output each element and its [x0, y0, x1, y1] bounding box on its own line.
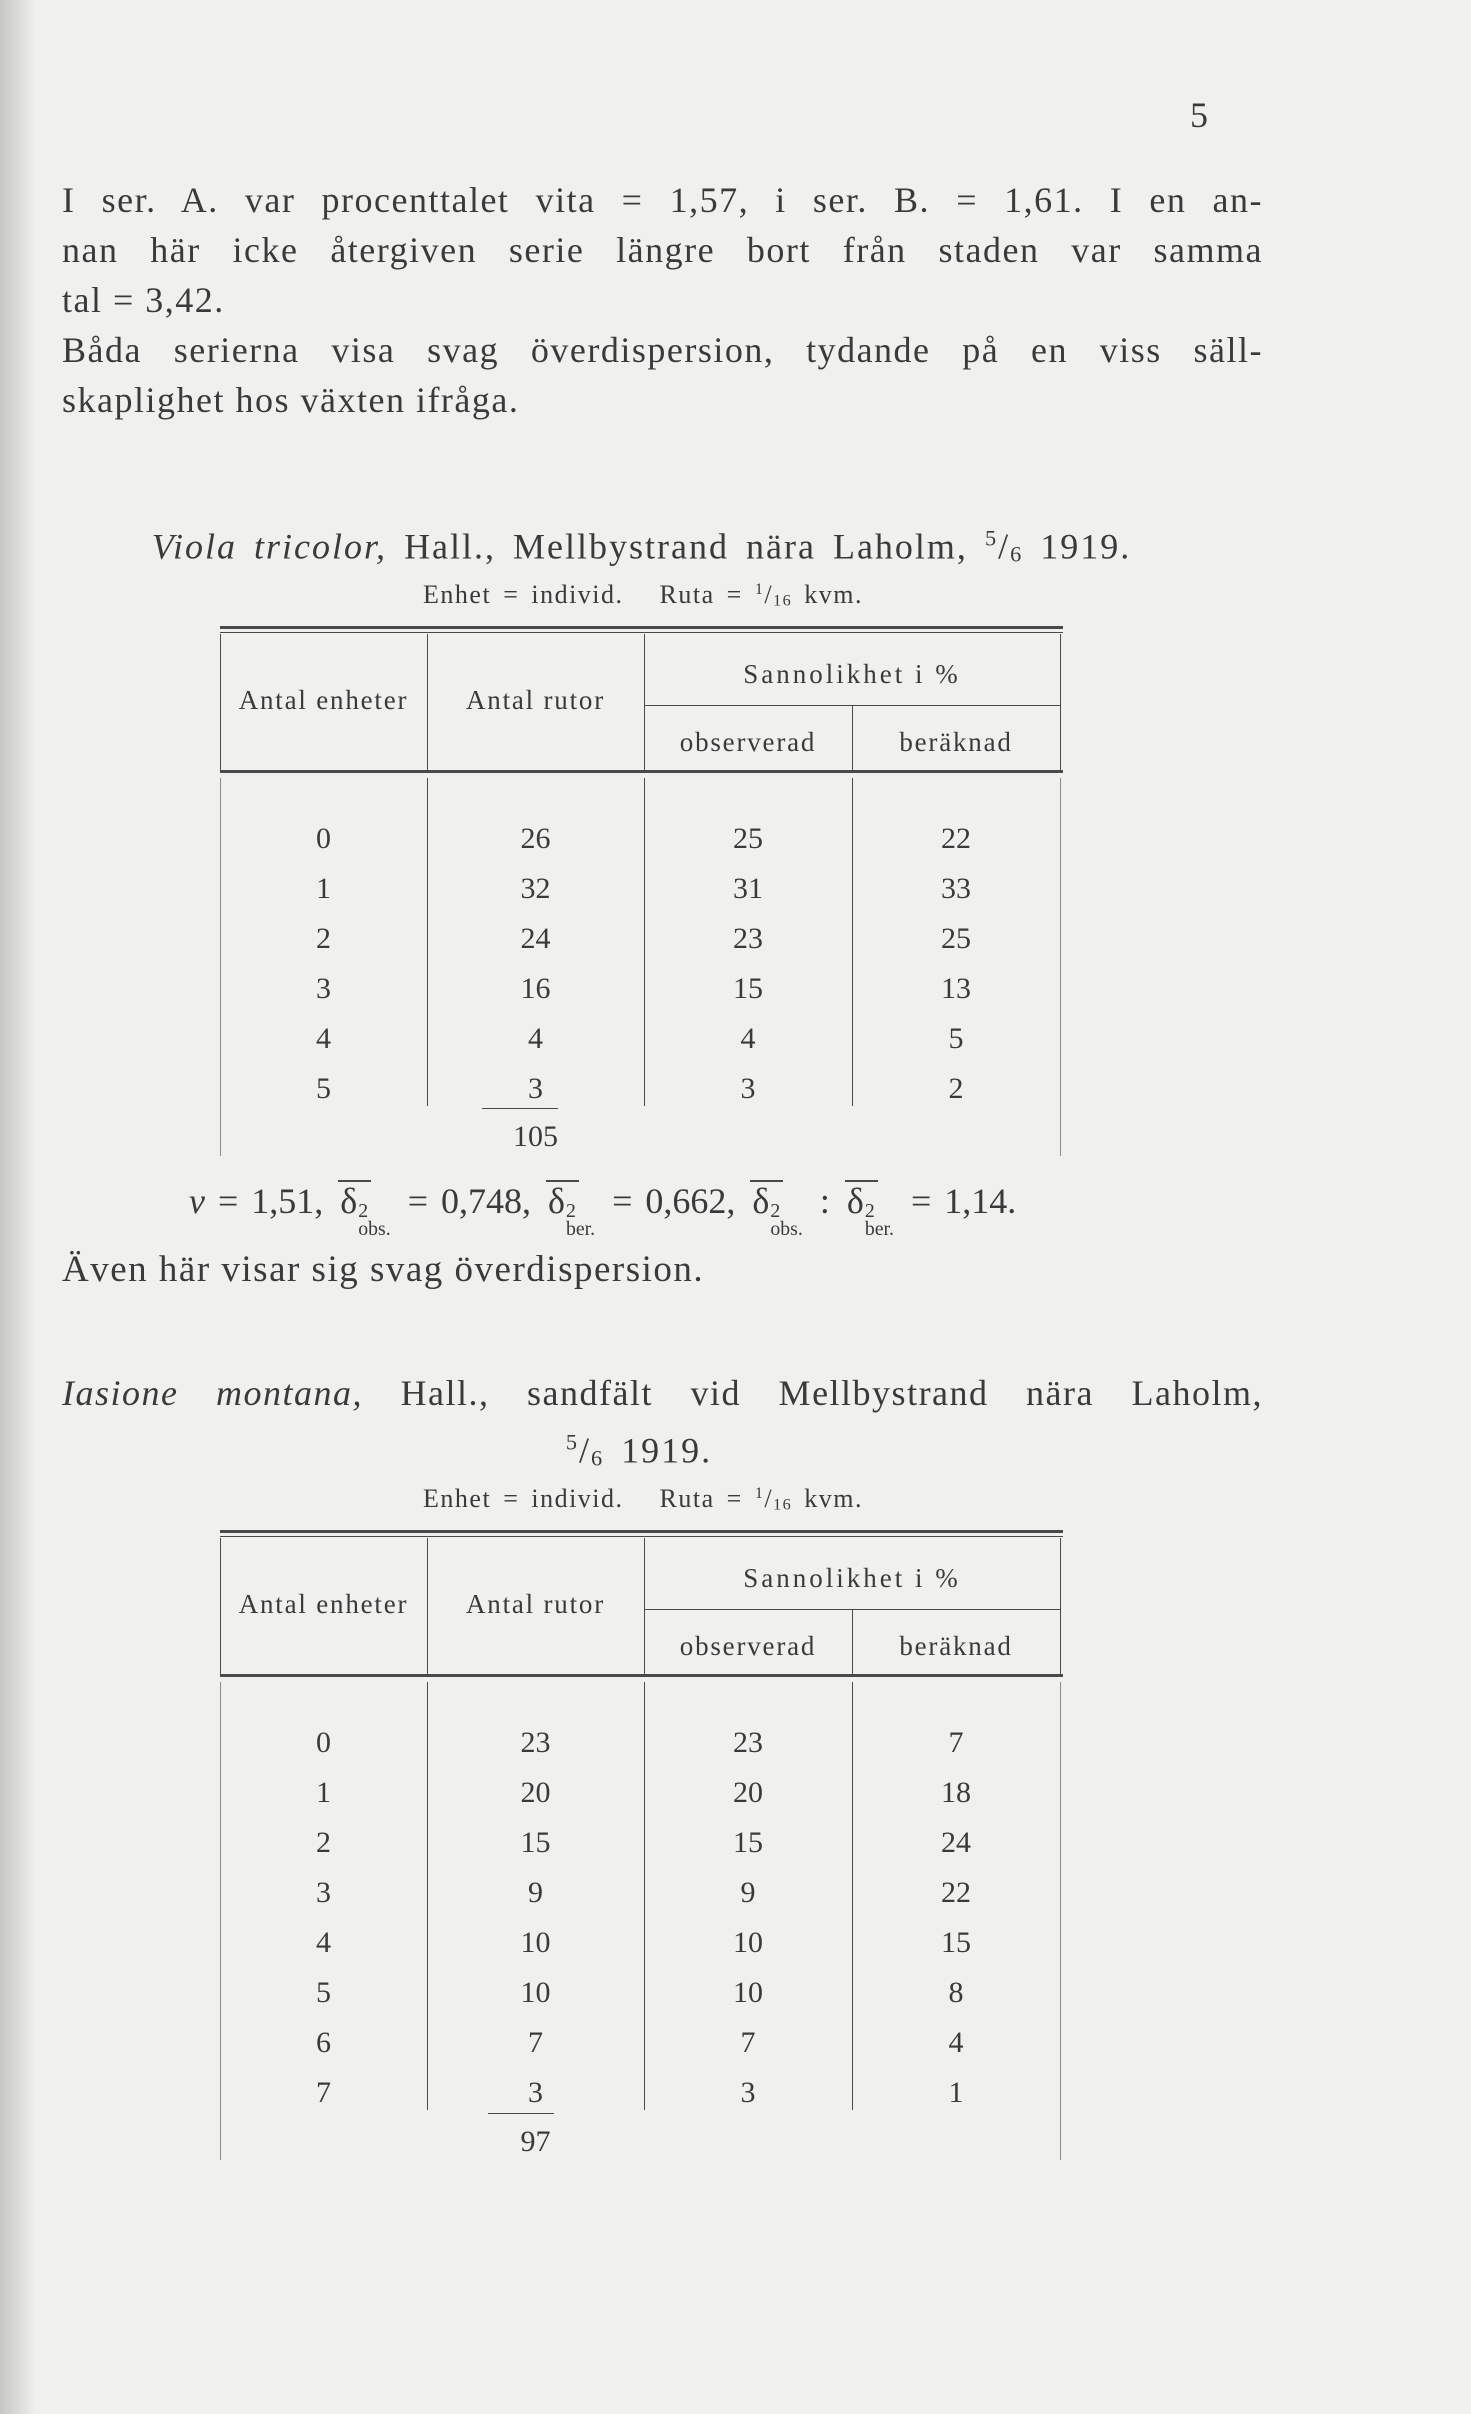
cell-antal-enheter: 3	[316, 1876, 331, 1909]
cell-observerad: 15	[733, 1826, 763, 1859]
table-row	[220, 1868, 1060, 1918]
table-row	[220, 1918, 1060, 1968]
cell-beraknad: 24	[941, 1826, 971, 1859]
header-sannolikhet: Sannolikhet i %	[743, 659, 961, 689]
cell-antal-rutor: 9	[528, 1876, 543, 1909]
table-top-rule-thin	[220, 1536, 1063, 1537]
cell-beraknad: 22	[941, 822, 971, 855]
cell-antal-enheter: 0	[316, 1726, 331, 1759]
cell-observerad: 3	[740, 1072, 756, 1105]
locality: Hall., Mellbystrand nära Laholm,	[404, 526, 968, 567]
cell-observerad: 20	[733, 1776, 763, 1809]
cell-observerad: 7	[740, 2026, 756, 2059]
nu-value: = 1,51,	[217, 1181, 324, 1221]
cell-observerad: 15	[733, 972, 763, 1005]
header-antal-enheter: Antal enheter	[238, 685, 409, 715]
cell-sum: 105	[513, 1120, 558, 1153]
table-rule	[644, 1609, 1060, 1610]
cell-beraknad: 4	[948, 2026, 964, 2059]
cell-antal-rutor: 10	[520, 1976, 551, 2009]
iasione-unit-line	[0, 1476, 1286, 1512]
cell-beraknad: 2	[948, 1072, 964, 1105]
locality: Hall., sandfält vid Mellbystrand nära Laholm,	[400, 1373, 1263, 1413]
nu-symbol: ν	[189, 1181, 205, 1221]
table-top-rule	[220, 1530, 1063, 1533]
iasione-date-line	[0, 1418, 1278, 1471]
scan-edge-shadow	[0, 0, 36, 2414]
cell-beraknad: 18	[941, 1776, 971, 1809]
cell-observerad: 25	[733, 822, 763, 855]
unit-label: Enhet = individ.	[423, 1483, 624, 1513]
ruta-fraction: $^1$/16	[754, 1483, 793, 1514]
delta-obs-value: = 0,748,	[407, 1181, 532, 1221]
cell-beraknad: 13	[941, 972, 971, 1005]
sum-rule	[488, 2113, 554, 2114]
table-row	[220, 2018, 1060, 2068]
cell-observerad: 23	[733, 1726, 763, 1759]
iasione-title	[62, 1368, 1263, 1418]
text-line: nan här icke återgiven serie längre bort från staden var samma	[62, 230, 1263, 270]
cell-antal-enheter: 4	[316, 1926, 331, 1959]
cell-observerad: 10	[733, 1926, 763, 1959]
cell-antal-rutor: 24	[520, 922, 551, 955]
sum-row	[220, 1112, 1060, 1162]
ratio-separator: :	[819, 1181, 830, 1221]
text-line: I ser. A. var procenttalet vita = 1,57, i ser. B. = 1,61. I en an-	[62, 180, 1263, 220]
table-row	[220, 1718, 1060, 1768]
cell-antal-enheter: 7	[316, 2076, 331, 2109]
cell-antal-rutor: 3	[528, 2076, 543, 2109]
species-name: Viola tricolor,	[151, 526, 388, 567]
cell-antal-enheter: 5	[316, 1976, 331, 2009]
cell-beraknad: 22	[941, 1876, 971, 1909]
table-rule	[1060, 778, 1061, 1156]
cell-observerad: 3	[740, 2076, 756, 2109]
conclusion-text: Även här visar sig svag överdispersion.	[62, 1249, 705, 1290]
table-row	[220, 1968, 1060, 2018]
sum-rule	[482, 1108, 558, 1109]
cell-antal-enheter: 1	[316, 872, 331, 905]
sum-row	[220, 2117, 1060, 2167]
cell-observerad: 31	[733, 872, 763, 905]
date: $^5$/6	[984, 526, 1024, 567]
header-antal-rutor: Antal rutor	[465, 1589, 606, 1619]
ratio-value: = 1,14.	[910, 1181, 1017, 1221]
table-row	[220, 1768, 1060, 1818]
table-row	[220, 2068, 1060, 2118]
viola-table	[217, 626, 1063, 1266]
cell-antal-rutor: 20	[520, 1776, 551, 1809]
cell-beraknad: 5	[948, 1022, 964, 1055]
ruta-label: Ruta =	[659, 579, 743, 609]
delta-ber-value: = 0,662,	[612, 1181, 736, 1221]
table-rule	[644, 705, 1060, 706]
cell-antal-enheter: 3	[316, 972, 331, 1005]
iasione-table	[220, 1530, 1063, 2170]
cell-antal-enheter: 5	[316, 1072, 331, 1105]
cell-antal-enheter: 2	[316, 1826, 331, 1859]
text-line: Båda serierna visa svag överdispersion, tydande på en viss säll-	[62, 330, 1263, 370]
cell-antal-enheter: 4	[316, 1022, 331, 1055]
empty-cell	[220, 2117, 427, 2167]
cell-antal-enheter: 1	[316, 1776, 331, 1809]
cell-beraknad: 25	[941, 922, 971, 955]
delta-obs-term: δ 2 obs.	[340, 1176, 390, 1239]
date: $^5$/6	[565, 1430, 605, 1471]
table-rule	[1060, 634, 1061, 771]
cell-observerad: 9	[740, 1876, 756, 1909]
table-row	[220, 914, 1060, 964]
empty-cell	[220, 1112, 427, 1162]
header-sannolikhet: Sannolikhet i %	[743, 1563, 961, 1593]
ruta-label: Ruta =	[659, 1483, 743, 1513]
formula-line	[189, 1176, 1189, 1240]
cell-beraknad: 1	[948, 2076, 964, 2109]
cell-antal-rutor: 15	[520, 1826, 551, 1859]
intro-paragraph	[62, 175, 1263, 425]
table-rule	[1060, 1538, 1061, 1675]
viola-unit-line	[0, 572, 1286, 608]
table-header-rule	[220, 1674, 1063, 1677]
cell-antal-rutor: 3	[528, 1072, 543, 1105]
cell-beraknad: 8	[948, 1976, 964, 2009]
cell-antal-rutor: 4	[528, 1022, 543, 1055]
cell-sum: 97	[520, 2125, 551, 2158]
cell-antal-rutor: 26	[520, 822, 551, 855]
table-top-rule	[220, 626, 1063, 629]
cell-antal-rutor: 16	[520, 972, 551, 1005]
cell-observerad: 23	[733, 922, 763, 955]
delta-ber-term: δ 2 ber.	[548, 1176, 595, 1239]
ruta-fraction: $^1$/16	[754, 579, 793, 610]
table-row	[220, 814, 1060, 864]
cell-antal-rutor: 32	[520, 872, 551, 905]
table-header-rule	[220, 770, 1063, 773]
unit-label: Enhet = individ.	[423, 579, 624, 609]
species-name: Iasione montana,	[62, 1373, 364, 1413]
table-row	[220, 964, 1060, 1014]
header-antal-enheter: Antal enheter	[238, 1589, 409, 1619]
ruta-unit: kvm.	[804, 1483, 863, 1513]
cell-antal-rutor: 10	[520, 1926, 551, 1959]
cell-antal-enheter: 6	[316, 2026, 331, 2059]
cell-beraknad: 7	[948, 1726, 964, 1759]
cell-antal-rutor: 7	[528, 2026, 543, 2059]
cell-antal-enheter: 0	[316, 822, 331, 855]
cell-beraknad: 33	[941, 872, 971, 905]
header-observerad: observerad	[679, 1631, 817, 1661]
text-line: tal = 3,42.	[62, 280, 225, 320]
cell-observerad: 10	[733, 1976, 763, 2009]
cell-antal-enheter: 2	[316, 922, 331, 955]
header-beraknad: beräknad	[899, 1631, 1013, 1661]
cell-antal-rutor: 23	[520, 1726, 551, 1759]
table-row	[220, 1064, 1060, 1114]
table-rule	[1060, 1682, 1061, 2160]
viola-title	[0, 514, 1283, 567]
table-row	[220, 864, 1060, 914]
delta-ber-term: δ 2 ber.	[847, 1176, 894, 1239]
table-row	[220, 1014, 1060, 1064]
page-number: 5	[1190, 95, 1208, 135]
cell-beraknad: 15	[941, 1926, 971, 1959]
text-line: skaplighet hos växten ifråga.	[62, 380, 520, 420]
year: 1919.	[621, 1430, 713, 1471]
table-top-rule-thin	[220, 632, 1063, 633]
header-antal-rutor: Antal rutor	[465, 685, 606, 715]
header-beraknad: beräknad	[899, 727, 1013, 757]
table-row	[220, 1818, 1060, 1868]
ruta-unit: kvm.	[804, 579, 863, 609]
delta-obs-term: δ 2 obs.	[752, 1176, 802, 1239]
year: 1919.	[1040, 526, 1132, 567]
header-observerad: observerad	[679, 727, 817, 757]
cell-observerad: 4	[740, 1022, 756, 1055]
